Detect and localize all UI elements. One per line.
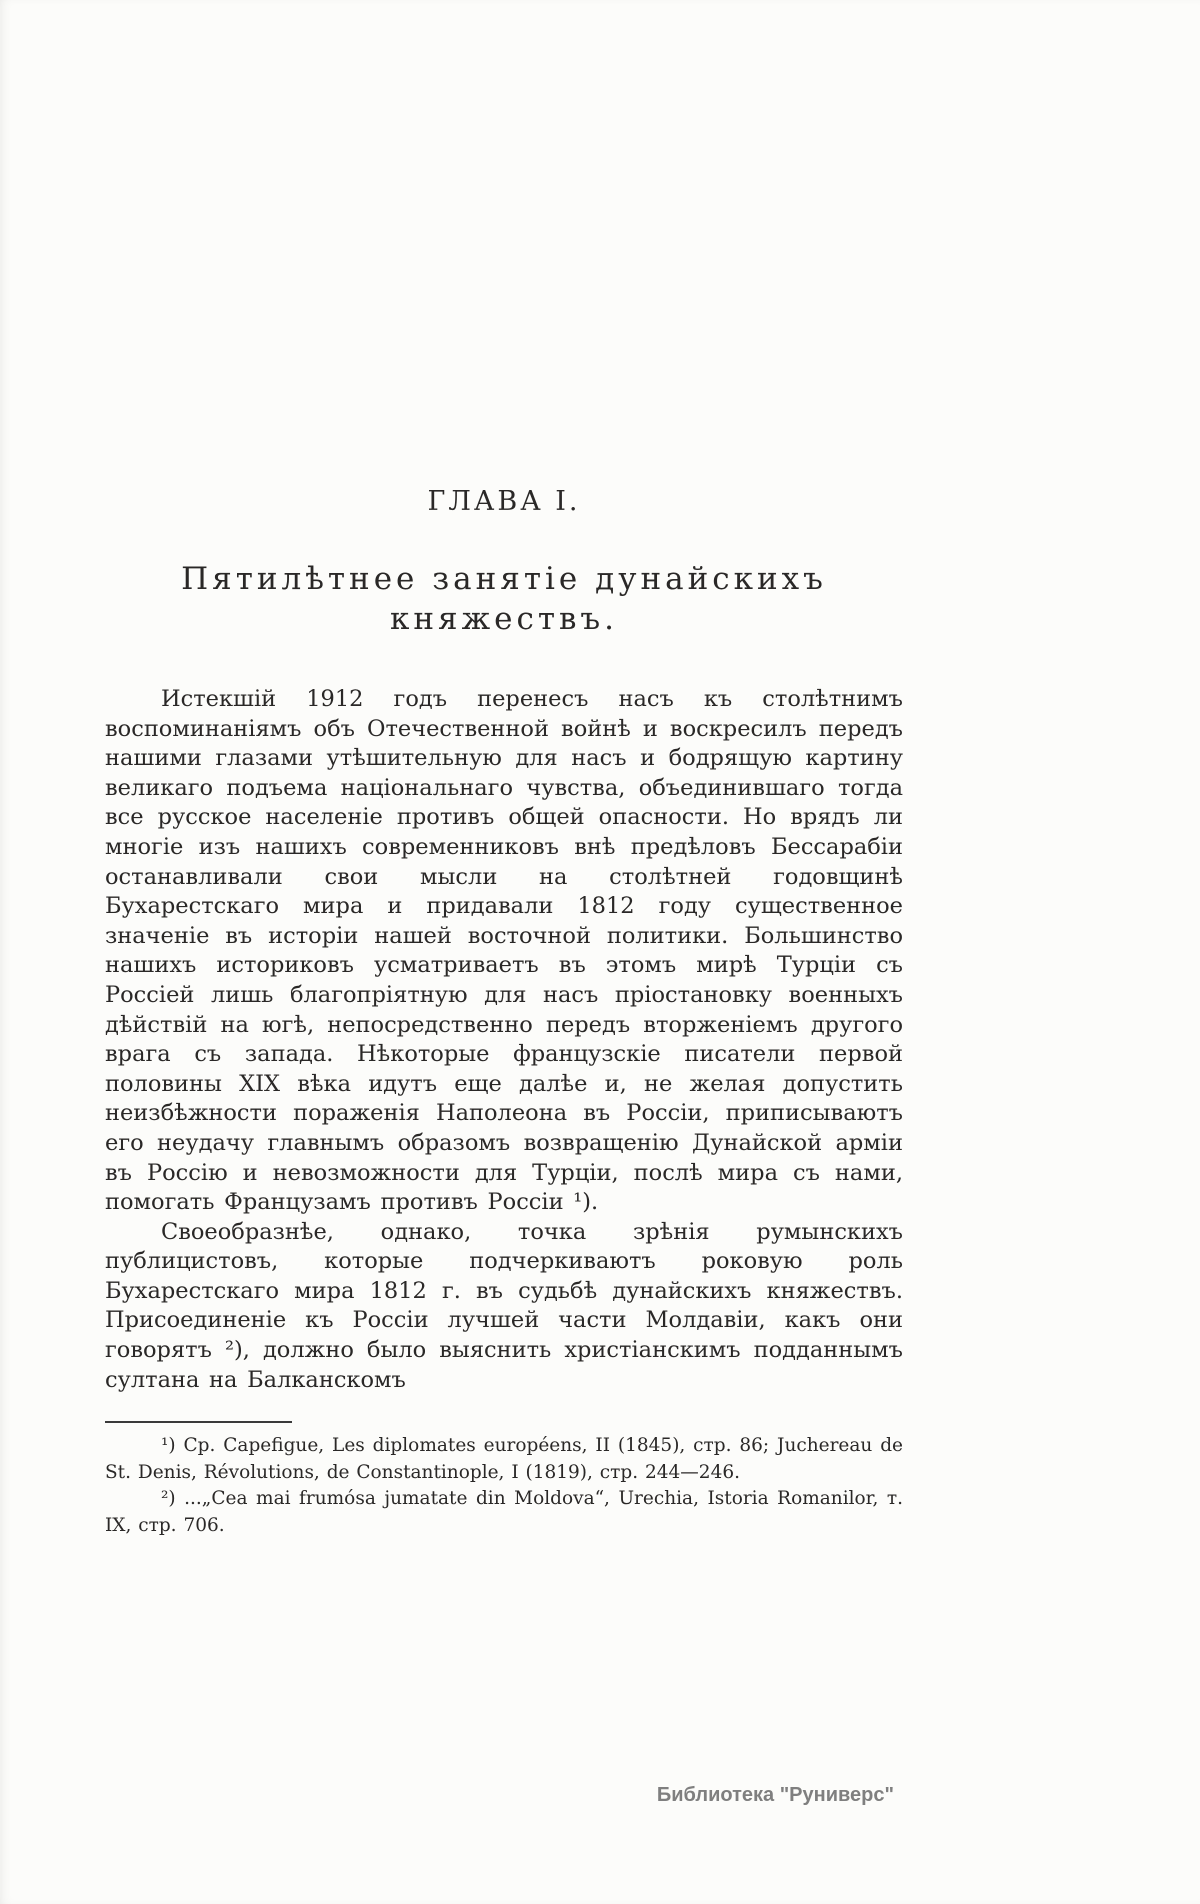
paragraph-2: Своеобразнѣе, однако, точка зрѣнія румынскихъ публицистовъ, которые подчеркиваютъ роковую роль Бухарестскаго мира 1812 г. въ судьбѣ дунайскихъ княжествъ. Присоединеніе къ Россіи лучшей части Молдавіи, какъ они говорятъ ²), должно было выяснить христіанскимъ подданнымъ султана на Балканскомъ [105, 1218, 903, 1393]
footnote-2: ²) ...„Cea mai frumósa jumatate din Moldova“, Urechia, Istoria Romanilor, т. IX, стр. 706. [105, 1488, 903, 1536]
library-watermark: Библиотека "Руниверс" [656, 1784, 894, 1806]
footnote-1: ¹) Ср. Capefigue, Les diplomates européens, II (1845), стр. 86; Juchereau de St. Denis, Révolutions, de Constantinople, I (1819), стр. 244—246. [105, 1435, 903, 1483]
text-column [105, 486, 903, 1539]
paragraph-1: Истекшій 1912 годъ перенесъ насъ къ столѣтнимъ воспоминаніямъ объ Отечественной войнѣ и воскресилъ передъ нашими глазами утѣшительную для насъ и бодрящую картину великаго подъема національнаго чувства, объединившаго тогда все русское населеніе противъ общей опасности. Но врядъ ли многіе изъ нашихъ современниковъ внѣ предѣловъ Бессарабіи останавливали свои мысли на столѣтней годовщинѣ Бухарестскаго мира и придавали 1812 году существенное значеніе въ исторіи нашей восточной политики. Большинство нашихъ историковъ усматриваетъ въ этомъ мирѣ Турціи съ Россіей лишь благопріятную для насъ пріостановку военныхъ дѣйствій на югѣ, непосредственно передъ вторженіемъ другого врага съ запада. Нѣкоторые французскіе писатели первой половины XIX вѣка идутъ еще далѣе и, не желая допустить неизбѣжности пораженія Наполеона въ Россіи, приписываютъ его неудачу главнымъ образомъ возвращенію Дунайской арміи въ Россію и невозможности для Турціи, послѣ мира съ нами, помогать Французамъ противъ Россіи ¹). [105, 686, 903, 1216]
footnote-separator-rule [105, 1421, 292, 1423]
footnotes-block [105, 1433, 903, 1539]
chapter-heading: ГЛАВА I. [427, 486, 581, 517]
page-title: Пятилѣтнее занятіе дунайскихъ княжествъ. [181, 561, 827, 637]
